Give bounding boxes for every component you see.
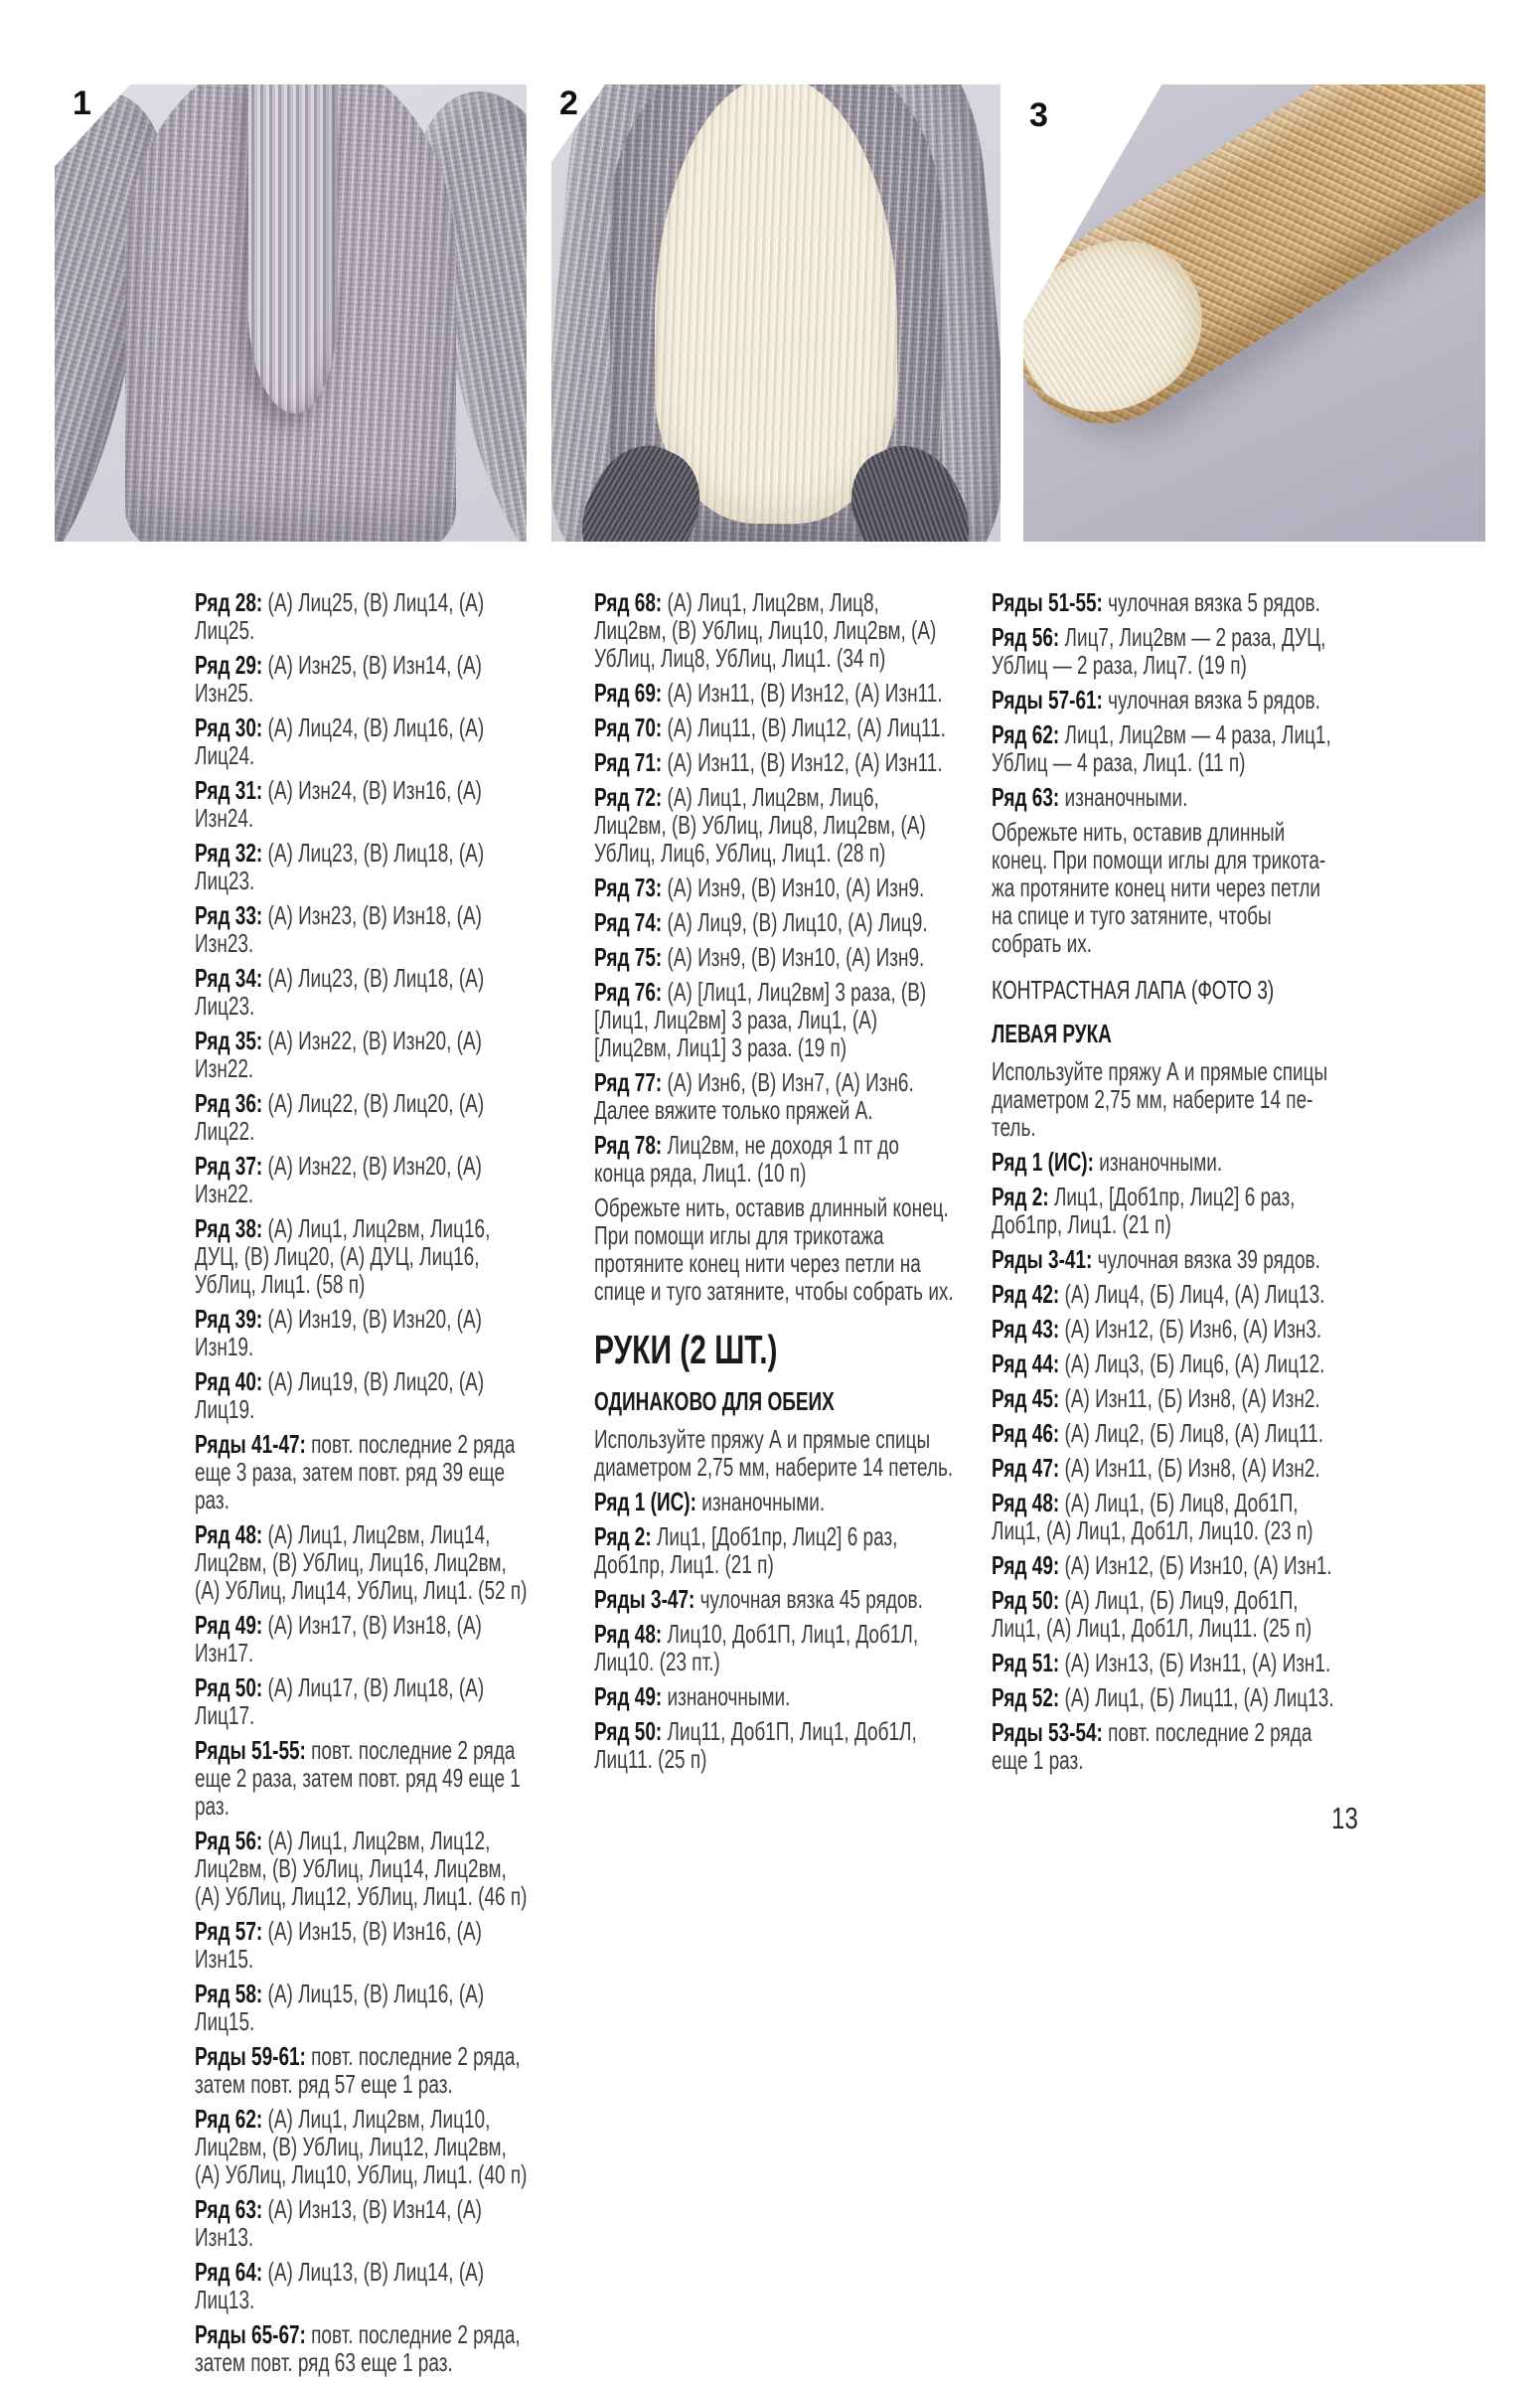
knit-paw-tip — [1023, 209, 1233, 445]
row-label: Ряд 47: — [992, 1453, 1065, 1483]
pattern-row: Ряд 33: (А) Изн23, (В) Изн18, (А) Изн23. — [195, 900, 482, 958]
row-label: Ряд 46: — [992, 1418, 1065, 1448]
row-label: Ряд 56: — [992, 622, 1065, 652]
paragraph: Используйте пряжу А и прямые спицы диаметром 2,75 мм, наберите 14 петель. — [992, 1056, 1328, 1142]
pattern-row: Ряд 34: (А) Лиц23, (В) Лиц18, (А) Лиц23. — [195, 963, 485, 1021]
row-label: Ряд 34: — [195, 963, 268, 993]
pattern-row: Ряд 2: Лиц1, [Доб1пр, Лиц2] 6 раз, Доб1пр, Лиц1. (21 п) — [992, 1182, 1296, 1239]
row-label: Ряд 29: — [195, 650, 268, 680]
row-label: Ряд 42: — [992, 1279, 1065, 1309]
row-label: Ряд 78: — [594, 1130, 668, 1160]
knit-tail-strip — [248, 84, 338, 413]
photo-bunny-belly — [551, 84, 1001, 542]
page-number: 13 — [1331, 1801, 1358, 1835]
row-label: Ряд 50: — [195, 1672, 268, 1702]
row-label: Ряды 41-47: — [195, 1429, 312, 1459]
row-label: Ряд 50: — [594, 1716, 668, 1746]
row-label: Ряд 31: — [195, 775, 268, 805]
pattern-row: Ряд 46: (А) Лиц2, (Б) Лиц8, (А) Лиц11. — [992, 1418, 1323, 1448]
pattern-row: Ряд 62: (А) Лиц1, Лиц2вм, Лиц10, Лиц2вм, (В) УбЛиц, Лиц12, Лиц2вм, (А) УбЛиц, Лиц10, УбЛиц, Лиц1. (40 п) — [195, 2104, 528, 2189]
row-label: Ряд 62: — [195, 2104, 268, 2134]
row-label: Ряд 51: — [992, 1648, 1065, 1677]
row-label: Ряд 2: — [992, 1182, 1054, 1211]
pattern-row: Ряд 50: Лиц11, Доб1П, Лиц1, Доб1Л, Лиц11. (25 п) — [594, 1716, 917, 1774]
photo-number-label: 3 — [1029, 96, 1048, 134]
pattern-row: Ряд 48: Лиц10, Доб1П, Лиц1, Доб1Л, Лиц10. (23 пт.) — [594, 1619, 919, 1676]
section-heading: РУКИ (2 ШТ.) — [594, 1327, 778, 1372]
row-label: Ряд 73: — [594, 873, 668, 902]
pattern-row: Ряд 57: (А) Изн15, (В) Изн16, (А) Изн15. — [195, 1916, 482, 1974]
row-label: Ряды 53-54: — [992, 1717, 1109, 1747]
pattern-row: Ряд 32: (А) Лиц23, (В) Лиц18, (А) Лиц23. — [195, 838, 485, 895]
pattern-row: Ряд 49: (А) Изн12, (Б) Изн10, (А) Изн1. — [992, 1550, 1332, 1580]
knit-arm-tube — [1023, 84, 1485, 459]
row-label: Ряд 74: — [594, 907, 668, 937]
pattern-row: Ряд 69: (А) Изн11, (В) Изн12, (А) Изн11. — [594, 678, 943, 708]
row-label: Ряд 68: — [594, 587, 668, 617]
section-heading: КОНТРАСТНАЯ ЛАПА (ФОТО 3) — [992, 975, 1275, 1005]
row-label: Ряды 51-55: — [195, 1735, 312, 1765]
row-label: Ряд 44: — [992, 1349, 1065, 1378]
pattern-row: Ряд 64: (А) Лиц13, (В) Лиц14, (А) Лиц13. — [195, 2257, 485, 2314]
pattern-row: Ряд 1 (ИС): изнаночными. — [594, 1487, 826, 1516]
pattern-row: Ряд 51: (А) Изн13, (Б) Изн11, (А) Изн1. — [992, 1648, 1331, 1677]
row-label: Ряд 28: — [195, 587, 268, 617]
pattern-row: Ряд 37: (А) Изн22, (В) Изн20, (А) Изн22. — [195, 1151, 482, 1208]
pattern-row: Ряд 76: (А) [Лиц1, Лиц2вм] 3 раза, (В) [Лиц1, Лиц2вм] 3 раза, Лиц1, (А) [Лиц2вм, Лиц1] 3 раза. (19 п) — [594, 977, 927, 1062]
row-label: Ряд 49: — [992, 1550, 1065, 1580]
pattern-row: Ряд 70: (А) Лиц11, (В) Лиц12, (А) Лиц11. — [594, 713, 946, 742]
photo-image — [55, 84, 527, 542]
pattern-row: Ряд 52: (А) Лиц1, (Б) Лиц11, (А) Лиц13. — [992, 1682, 1334, 1712]
photo-number-label: 2 — [559, 84, 578, 122]
pattern-row: Ряд 63: изнаночными. — [992, 782, 1188, 812]
pattern-row: Ряд 36: (А) Лиц22, (В) Лиц20, (А) Лиц22. — [195, 1088, 485, 1146]
row-label: Ряд 75: — [594, 942, 668, 972]
row-label: Ряд 56: — [195, 1826, 268, 1855]
row-label: Ряд 71: — [594, 747, 668, 777]
pattern-row: Ряд 45: (А) Изн11, (Б) Изн8, (А) Изн2. — [992, 1383, 1320, 1413]
pattern-row: Ряд 56: Лиц7, Лиц2вм — 2 раза, ДУЦ, УбЛиц — 2 раза, Лиц7. (19 п) — [992, 622, 1326, 680]
pattern-row: Ряд 50: (А) Лиц17, (В) Лиц18, (А) Лиц17. — [195, 1672, 485, 1730]
column-content — [195, 588, 532, 2376]
row-label: Ряды 65-67: — [195, 2319, 312, 2349]
row-label: Ряды 3-41: — [992, 1244, 1098, 1274]
row-label: Ряд 45: — [992, 1383, 1065, 1413]
row-label: Ряд 48: — [992, 1488, 1065, 1517]
row-label: Ряд 57: — [195, 1916, 268, 1946]
row-label: Ряд 2: — [594, 1521, 657, 1551]
pattern-row: Ряд 58: (А) Лиц15, (В) Лиц16, (А) Лиц15. — [195, 1979, 485, 2036]
pattern-row: Ряд 63: (А) Изн13, (В) Изн14, (А) Изн13. — [195, 2194, 482, 2252]
pattern-row: Ряд 29: (А) Изн25, (В) Изн14, (А) Изн25. — [195, 650, 482, 708]
pattern-row: Ряд 28: (А) Лиц25, (В) Лиц14, (А) Лиц25. — [195, 587, 485, 645]
row-label: Ряд 40: — [195, 1366, 268, 1396]
pattern-row: Ряд 73: (А) Изн9, (В) Изн10, (А) Изн9. — [594, 873, 925, 902]
pattern-row: Ряд 75: (А) Изн9, (В) Изн10, (А) Изн9. — [594, 942, 925, 972]
pattern-row: Ряд 47: (А) Изн11, (Б) Изн8, (А) Изн2. — [992, 1453, 1320, 1483]
pattern-row: Ряд 50: (А) Лиц1, (Б) Лиц9, Доб1П, Лиц1, (А) Лиц1, Доб1Л, Лиц11. (25 п) — [992, 1585, 1312, 1643]
row-label: Ряд 1 (ИС): — [992, 1147, 1100, 1177]
column-content — [594, 588, 954, 1773]
pattern-row: Ряд 38: (А) Лиц1, Лиц2вм, Лиц16, ДУЦ, (В) Лиц20, (А) ДУЦ, Лиц16, УбЛиц, Лиц1. (58 п) — [195, 1213, 491, 1299]
row-label: Ряд 62: — [992, 719, 1065, 749]
paragraph: Обрежьте нить, оставив длинный конец. При помощи иглы для трикотажа протяните конец нити через петли на спице и туго затяните, чтобы собрать их. — [992, 817, 1326, 958]
text-column-1 — [195, 588, 656, 2383]
row-label: Ряд 38: — [195, 1213, 268, 1243]
row-label: Ряд 63: — [195, 2194, 268, 2224]
row-label: Ряды 51-55: — [992, 587, 1109, 617]
pattern-row: Ряд 30: (А) Лиц24, (В) Лиц16, (А) Лиц24. — [195, 713, 485, 770]
pattern-row: Ряд 48: (А) Лиц1, Лиц2вм, Лиц14, Лиц2вм, (В) УбЛиц, Лиц16, Лиц2вм, (А) УбЛиц, Лиц14, УбЛиц, Лиц1. (52 п) — [195, 1519, 528, 1605]
text-column-3 — [992, 588, 1466, 1781]
pattern-row: Ряды 65-67: повт. последние 2 ряда, затем повт. ряд 63 еще 1 раз. — [195, 2319, 521, 2377]
pattern-row: Ряды 53-54: повт. последние 2 ряда еще 1 раз. — [992, 1717, 1312, 1775]
section-heading: ОДИНАКОВО ДЛЯ ОБЕИХ — [594, 1386, 835, 1416]
row-label: Ряд 69: — [594, 678, 668, 708]
pattern-row: Ряды 3-47: чулочная вязка 45 рядов. — [594, 1584, 923, 1614]
row-label: Ряд 76: — [594, 977, 668, 1007]
row-label: Ряд 77: — [594, 1067, 668, 1097]
row-label: Ряд 32: — [195, 838, 268, 868]
row-label: Ряд 48: — [594, 1619, 668, 1649]
pattern-row: Ряд 48: (А) Лиц1, (Б) Лиц8, Доб1П, Лиц1, (А) Лиц1, Доб1Л, Лиц10. (23 п) — [992, 1488, 1313, 1545]
photo-bunny-back — [55, 84, 527, 542]
row-label: Ряд 58: — [195, 1979, 268, 2008]
pattern-row: Ряд 68: (А) Лиц1, Лиц2вм, Лиц8, Лиц2вм, (В) УбЛиц, Лиц10, Лиц2вм, (А) УбЛиц, Лиц8, УбЛиц, Лиц1. (34 п) — [594, 587, 937, 673]
row-label: Ряд 39: — [195, 1304, 268, 1334]
pattern-row: Ряды 57-61: чулочная вязка 5 рядов. — [992, 685, 1320, 715]
row-label: Ряд 43: — [992, 1314, 1065, 1344]
pattern-row: Ряд 49: изнаночными. — [594, 1681, 791, 1711]
pattern-row: Ряд 72: (А) Лиц1, Лиц2вм, Лиц6, Лиц2вм, (В) УбЛиц, Лиц8, Лиц2вм, (А) УбЛиц, Лиц6, УбЛиц, Лиц1. (28 п) — [594, 782, 926, 868]
photo-image — [551, 84, 1001, 542]
row-label: Ряд 33: — [195, 900, 268, 930]
row-label: Ряд 50: — [992, 1585, 1065, 1615]
pattern-row: Ряды 51-55: чулочная вязка 5 рядов. — [992, 587, 1320, 617]
paragraph: Используйте пряжу А и прямые спицы диаметром 2,75 мм, наберите 14 петель. — [594, 1424, 954, 1482]
photo-image — [1023, 84, 1485, 542]
pattern-row: Ряд 43: (А) Изн12, (Б) Изн6, (А) Изн3. — [992, 1314, 1322, 1344]
paragraph: Обрежьте нить, оставив длинный конец. При помощи иглы для трикотажа протяните конец нити через петли на спице и туго затяните, чтобы собрать их. — [594, 1192, 954, 1306]
pattern-row: Ряд 35: (А) Изн22, (В) Изн20, (А) Изн22. — [195, 1026, 482, 1083]
pattern-row: Ряды 41-47: повт. последние 2 ряда еще 3 раза, затем повт. ряд 39 еще раз. — [195, 1429, 516, 1514]
row-label: Ряды 57-61: — [992, 685, 1109, 715]
knit-belly-oval — [655, 84, 897, 524]
row-label: Ряд 72: — [594, 782, 668, 812]
pattern-row: Ряд 39: (А) Изн19, (В) Изн20, (А) Изн19. — [195, 1304, 482, 1361]
pattern-row: Ряд 2: Лиц1, [Доб1пр, Лиц2] 6 раз, Доб1пр, Лиц1. (21 п) — [594, 1521, 898, 1579]
row-label: Ряд 36: — [195, 1088, 268, 1118]
row-label: Ряд 49: — [594, 1681, 668, 1711]
pattern-row: Ряды 59-61: повт. последние 2 ряда, затем повт. ряд 57 еще 1 раз. — [195, 2041, 521, 2099]
row-label: Ряды 59-61: — [195, 2041, 312, 2071]
photo-contrast-paw — [1023, 84, 1485, 542]
photo-number-label: 1 — [73, 84, 91, 122]
pattern-row: Ряды 51-55: повт. последние 2 ряда еще 2 раза, затем повт. ряд 49 еще 1 раз. — [195, 1735, 521, 1821]
pattern-row: Ряд 44: (А) Лиц3, (Б) Лиц6, (А) Лиц12. — [992, 1349, 1325, 1378]
pattern-row: Ряд 42: (А) Лиц4, (Б) Лиц4, (А) Лиц13. — [992, 1279, 1325, 1309]
row-label: Ряд 52: — [992, 1682, 1065, 1712]
pattern-row: Ряд 78: Лиц2вм, не доходя 1 пт до конца ряда, Лиц1. (10 п) — [594, 1130, 899, 1188]
row-label: Ряд 35: — [195, 1026, 268, 1055]
row-label: Ряд 1 (ИС): — [594, 1487, 702, 1516]
row-label: Ряд 37: — [195, 1151, 268, 1181]
pattern-row: Ряд 77: (А) Изн6, (В) Изн7, (А) Изн6. Далее вяжите только пряжей А. — [594, 1067, 914, 1125]
pattern-row: Ряд 71: (А) Изн11, (В) Изн12, (А) Изн11. — [594, 747, 943, 777]
pattern-row: Ряд 1 (ИС): изнаночными. — [992, 1147, 1223, 1177]
pattern-row: Ряды 3-41: чулочная вязка 39 рядов. — [992, 1244, 1320, 1274]
row-label: Ряд 70: — [594, 713, 668, 742]
section-heading: ЛЕВАЯ РУКА — [992, 1019, 1112, 1048]
pattern-row: Ряд 49: (А) Изн17, (В) Изн18, (А) Изн17. — [195, 1610, 482, 1668]
row-label: Ряд 64: — [195, 2257, 268, 2287]
row-label: Ряд 30: — [195, 713, 268, 742]
row-label: Ряд 48: — [195, 1519, 268, 1549]
row-label: Ряд 49: — [195, 1610, 268, 1640]
pattern-row: Ряд 56: (А) Лиц1, Лиц2вм, Лиц12, Лиц2вм, (В) УбЛиц, Лиц14, Лиц2вм, (А) УбЛиц, Лиц12, УбЛиц, Лиц1. (46 п) — [195, 1826, 528, 1911]
row-label: Ряды 3-47: — [594, 1584, 700, 1614]
pattern-row: Ряд 31: (А) Изн24, (В) Изн16, (А) Изн24. — [195, 775, 482, 833]
pattern-row: Ряд 74: (А) Лиц9, (В) Лиц10, (А) Лиц9. — [594, 907, 928, 937]
pattern-row: Ряд 40: (А) Лиц19, (В) Лиц20, (А) Лиц19. — [195, 1366, 485, 1424]
row-label: Ряд 63: — [992, 782, 1065, 812]
pattern-row: Ряд 62: Лиц1, Лиц2вм — 4 раза, Лиц1, УбЛиц — 4 раза, Лиц1. (11 п) — [992, 719, 1331, 777]
column-content — [992, 588, 1338, 1774]
